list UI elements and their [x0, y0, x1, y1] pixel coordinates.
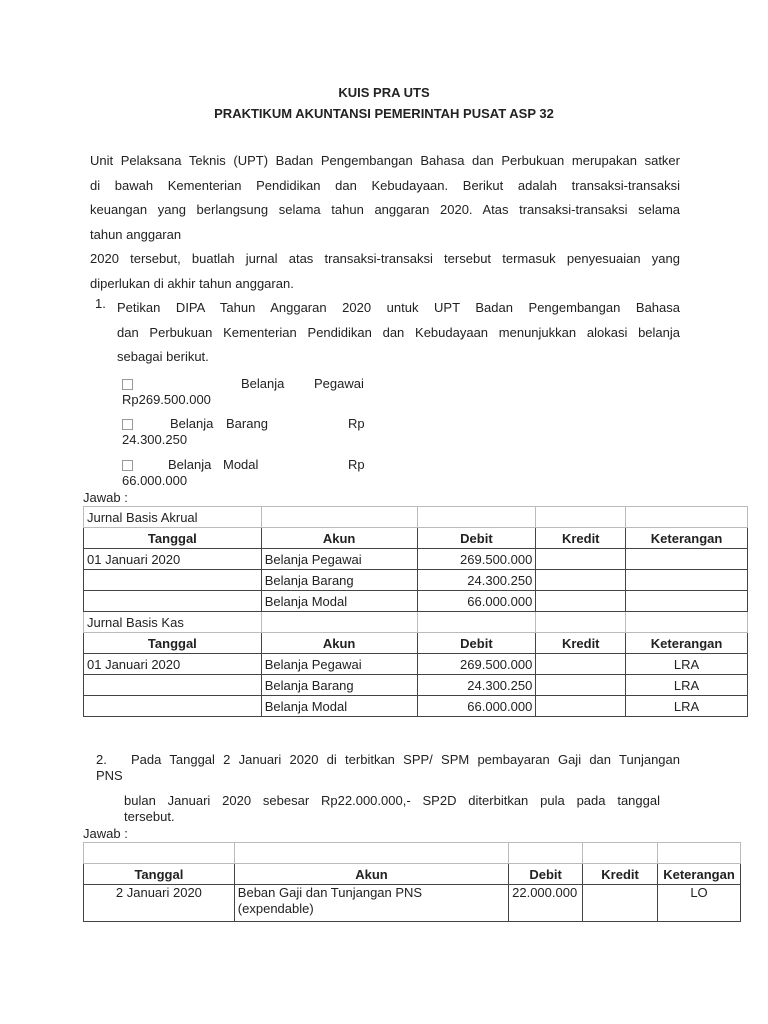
budget-item — [122, 376, 364, 407]
cell-tanggal: 2 Januari 2020 — [84, 885, 235, 922]
budget-amount: 24.300.250 — [122, 432, 188, 447]
budget-label: Modal — [223, 457, 259, 472]
q1-line: Petikan DIPA Tahun Anggaran 2020 untuk UPT Badan Pengembangan Bahasa — [117, 300, 680, 315]
header-kredit: Kredit — [536, 528, 626, 549]
q1-number: 1. — [95, 296, 106, 311]
q1-text — [117, 296, 680, 370]
q2-number: 2. — [96, 752, 107, 767]
cell-kredit — [536, 549, 626, 570]
intro-line: di bawah Kementerian Pendidikan dan Kebudayaan. Berikut adalah transaksi-transaksi — [90, 177, 680, 193]
cell-kredit — [536, 654, 626, 675]
budget-label: Belanja — [170, 416, 214, 431]
cell-keterangan: LO — [658, 885, 741, 922]
journal-table-q2 — [83, 842, 741, 922]
budget-item — [122, 457, 365, 488]
cell-keterangan — [626, 549, 748, 570]
q2-line: PNS — [96, 768, 123, 783]
cell-akun: Belanja Modal — [261, 696, 417, 717]
budget-currency: Rp — [348, 416, 365, 431]
kas-title: Jurnal Basis Kas — [84, 612, 262, 633]
table-row — [84, 675, 748, 696]
intro-line: 2020 tersebut, buatlah jurnal atas transaksi-transaksi tersebut termasuk penyesuaian yang — [90, 251, 680, 266]
cell-akun: Belanja Barang — [261, 570, 417, 591]
q2-jawab: Jawab : — [83, 826, 128, 841]
cell-kredit — [536, 570, 626, 591]
budget-amount: Rp269.500.000 — [122, 392, 211, 407]
intro-line: Unit Pelaksana Teknis (UPT) Badan Pengembangan Bahasa dan Perbukuan merupakan satker — [90, 153, 680, 168]
intro-paragraph — [90, 149, 680, 296]
table-header-row — [84, 633, 748, 654]
header-keterangan: Keterangan — [626, 528, 748, 549]
table-row — [84, 507, 748, 528]
budget-item — [122, 416, 365, 447]
cell-kredit — [536, 696, 626, 717]
cell-debit: 24.300.250 — [417, 675, 536, 696]
header-debit: Debit — [417, 633, 536, 654]
q2-line: tersebut. — [124, 809, 175, 824]
cell-keterangan: LRA — [626, 675, 748, 696]
header-debit: Debit — [509, 864, 583, 885]
cell-keterangan: LRA — [626, 696, 748, 717]
cell-kredit — [536, 591, 626, 612]
akun-line: (expendable) — [237, 901, 314, 916]
cell-kredit — [583, 885, 658, 922]
q2-line: Pada Tanggal 2 Januari 2020 di terbitkan SPP/ SPM pembayaran Gaji dan Tunjangan — [131, 752, 680, 767]
checkbox-bullet-icon — [122, 460, 133, 471]
header-keterangan: Keterangan — [658, 864, 741, 885]
table-header-row — [84, 864, 741, 885]
header-debit: Debit — [417, 528, 536, 549]
header-akun: Akun — [261, 633, 417, 654]
header-akun: Akun — [261, 528, 417, 549]
budget-label: Barang — [226, 416, 268, 431]
cell-tanggal — [84, 675, 262, 696]
intro-line: tahun anggaran — [90, 226, 182, 242]
cell-tanggal — [84, 696, 262, 717]
akun-line: Beban Gaji dan Tunjangan PNS — [237, 885, 423, 900]
table-row — [84, 843, 741, 864]
cell-akun: Belanja Pegawai — [261, 654, 417, 675]
table-row — [84, 612, 748, 633]
table-row — [84, 549, 748, 570]
q2-line: bulan Januari 2020 sebesar Rp22.000.000,- SP2D diterbitkan pula pada tanggal — [124, 793, 660, 808]
cell-tanggal — [84, 570, 262, 591]
q1-line: dan Perbukuan Kementerian Pendidikan dan Kebudayaan menunjukkan alokasi belanja — [117, 324, 680, 340]
header-akun: Akun — [234, 864, 508, 885]
cell-tanggal — [84, 591, 262, 612]
table-row — [84, 885, 741, 922]
q1-jawab: Jawab : — [83, 490, 128, 505]
cell-akun: Belanja Barang — [261, 675, 417, 696]
budget-amount: 66.000.000 — [122, 473, 188, 488]
cell-debit: 66.000.000 — [417, 696, 536, 717]
cell-keterangan — [626, 591, 748, 612]
table-row — [84, 696, 748, 717]
header-kredit: Kredit — [536, 633, 626, 654]
header-tanggal: Tanggal — [84, 528, 262, 549]
cell-akun: Belanja Pegawai — [261, 549, 417, 570]
cell-akun: Belanja Modal — [261, 591, 417, 612]
cell-keterangan: LRA — [626, 654, 748, 675]
header-tanggal: Tanggal — [84, 633, 262, 654]
intro-line: diperlukan di akhir tahun anggaran. — [90, 275, 294, 291]
budget-label: Pegawai — [314, 376, 364, 391]
cell-keterangan — [626, 570, 748, 591]
budget-currency: Rp — [348, 457, 365, 472]
q1-line: sebagai berikut. — [117, 349, 209, 364]
table-row — [84, 654, 748, 675]
journal-table-q1 — [83, 506, 748, 717]
header-tanggal: Tanggal — [84, 864, 235, 885]
akrual-title: Jurnal Basis Akrual — [84, 507, 262, 528]
table-header-row — [84, 528, 748, 549]
cell-debit: 269.500.000 — [417, 549, 536, 570]
budget-label: Belanja — [241, 376, 285, 391]
cell-debit: 66.000.000 — [417, 591, 536, 612]
checkbox-bullet-icon — [122, 419, 133, 430]
header-keterangan: Keterangan — [626, 633, 748, 654]
header-kredit: Kredit — [583, 864, 658, 885]
cell-debit: 269.500.000 — [417, 654, 536, 675]
doc-subtitle: PRAKTIKUM AKUNTANSI PEMERINTAH PUSAT ASP 32 — [214, 106, 554, 121]
intro-line: keuangan yang berlangsung selama tahun anggaran 2020. Atas transaksi-transaksi selama — [90, 202, 680, 217]
table-row — [84, 570, 748, 591]
cell-tanggal: 01 Januari 2020 — [84, 654, 262, 675]
doc-title: KUIS PRA UTS — [338, 85, 430, 100]
cell-akun — [234, 885, 508, 922]
budget-label: Belanja — [168, 457, 212, 472]
cell-tanggal: 01 Januari 2020 — [84, 549, 262, 570]
table-row — [84, 591, 748, 612]
cell-kredit — [536, 675, 626, 696]
cell-debit: 22.000.000 — [509, 885, 583, 922]
checkbox-bullet-icon — [122, 379, 133, 390]
cell-debit: 24.300.250 — [417, 570, 536, 591]
